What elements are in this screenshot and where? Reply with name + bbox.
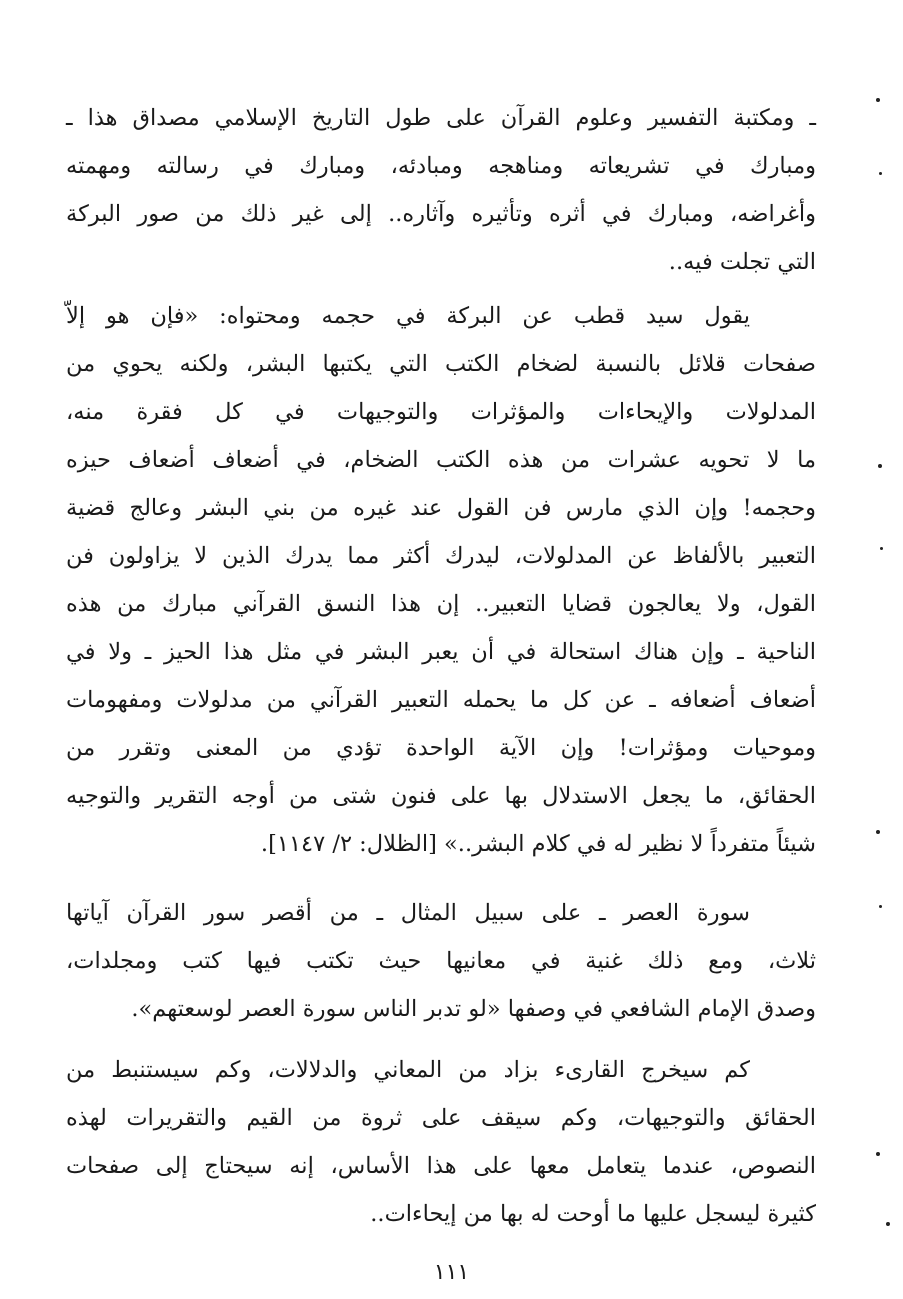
text-line: كم سيخرج القارىء بزاد من المعاني والدلالات، وكم سيستنبط من xyxy=(66,1057,750,1083)
text-line: ثلاث، ومع ذلك غنية في معانيها حيث تكتب فيها كتب ومجلدات، xyxy=(66,948,816,974)
text-line: وصدق الإمام الشافعي في وصفها «لو تدبر الناس سورة العصر لوسعتهم». xyxy=(131,996,816,1022)
text-line: وأغراضه، ومبارك في أثره وتأثيره وآثاره.. إلى غير ذلك من صور البركة xyxy=(66,201,816,227)
text-line: صفحات قلائل بالنسبة لضخام الكتب التي يكتبها البشر، ولكنه يحوي من xyxy=(66,351,816,377)
text-line: أضعاف أضعافه ـ عن كل ما يحمله التعبير القرآني من مدلولات ومفهومات xyxy=(66,687,816,713)
scan-speck xyxy=(878,464,882,468)
scan-speck xyxy=(879,905,882,908)
scan-speck xyxy=(880,547,883,550)
text-line: ومبارك في تشريعاته ومناهجه ومبادئه، ومبارك في رسالته ومهمته xyxy=(66,153,816,179)
page-number: ١١١ xyxy=(433,1260,470,1285)
text-line: التي تجلت فيه.. xyxy=(668,249,816,275)
paragraph-quran-library xyxy=(66,94,816,286)
text-line: الحقائق والتوجيهات، وكم سيقف على ثروة من القيم والتقريرات لهذه xyxy=(66,1105,816,1131)
text-line: يقول سيد قطب عن البركة في حجمه ومحتواه: «فإن هو إلاّ xyxy=(66,303,750,329)
text-line: الحقائق، ما يجعل الاستدلال بها على فنون شتى من أوجه التقرير والتوجيه xyxy=(66,783,816,809)
text-line: النصوص، عندما يتعامل معها على هذا الأساس، إنه سيحتاج إلى صفحات xyxy=(66,1153,816,1179)
text-line: الناحية ـ وإن هناك استحالة في أن يعبر البشر في مثل هذا الحيز ـ ولا في xyxy=(66,639,816,665)
scan-speck xyxy=(876,98,880,102)
scan-speck xyxy=(886,1222,890,1226)
scan-speck xyxy=(876,1152,880,1156)
text-line: كثيرة ليسجل عليها ما أوحت له بها من إيحاءات.. xyxy=(370,1201,816,1227)
text-line: المدلولات والإيحاءات والمؤثرات والتوجيهات في كل فقرة منه، xyxy=(66,399,816,425)
text-line: شيئاً متفرداً لا نظير له في كلام البشر..» [الظلال: ٢/ ١١٤٧]. xyxy=(260,831,816,857)
scan-speck xyxy=(876,830,880,834)
text-line: ـ ومكتبة التفسير وعلوم القرآن على طول التاريخ الإسلامي مصداق هذا ـ xyxy=(66,105,816,131)
paragraph-reader-insights xyxy=(66,1046,816,1238)
text-line: وحجمه! وإن الذي مارس فن القول عند غيره من بني البشر وعالج قضية xyxy=(66,495,816,521)
paragraph-sayyid-qutb-quote xyxy=(66,292,816,868)
text-line: القول، ولا يعالجون قضايا التعبير.. إن هذا النسق القرآني مبارك من هذه xyxy=(66,591,816,617)
text-line: ما لا تحويه عشرات من هذه الكتب الضخام، في أضعاف أضعاف حيزه xyxy=(66,447,816,473)
paragraph-surat-al-asr xyxy=(66,889,816,1033)
text-line: سورة العصر ـ على سبيل المثال ـ من أقصر سور القرآن آياتها xyxy=(66,900,750,926)
text-line: التعبير بالألفاظ عن المدلولات، ليدرك أكثر مما يدرك الذين لا يزاولون فن xyxy=(66,543,816,569)
text-line: وموحيات ومؤثرات! وإن الآية الواحدة تؤدي من المعنى وتقرر من xyxy=(66,735,816,761)
scan-speck xyxy=(879,172,882,175)
